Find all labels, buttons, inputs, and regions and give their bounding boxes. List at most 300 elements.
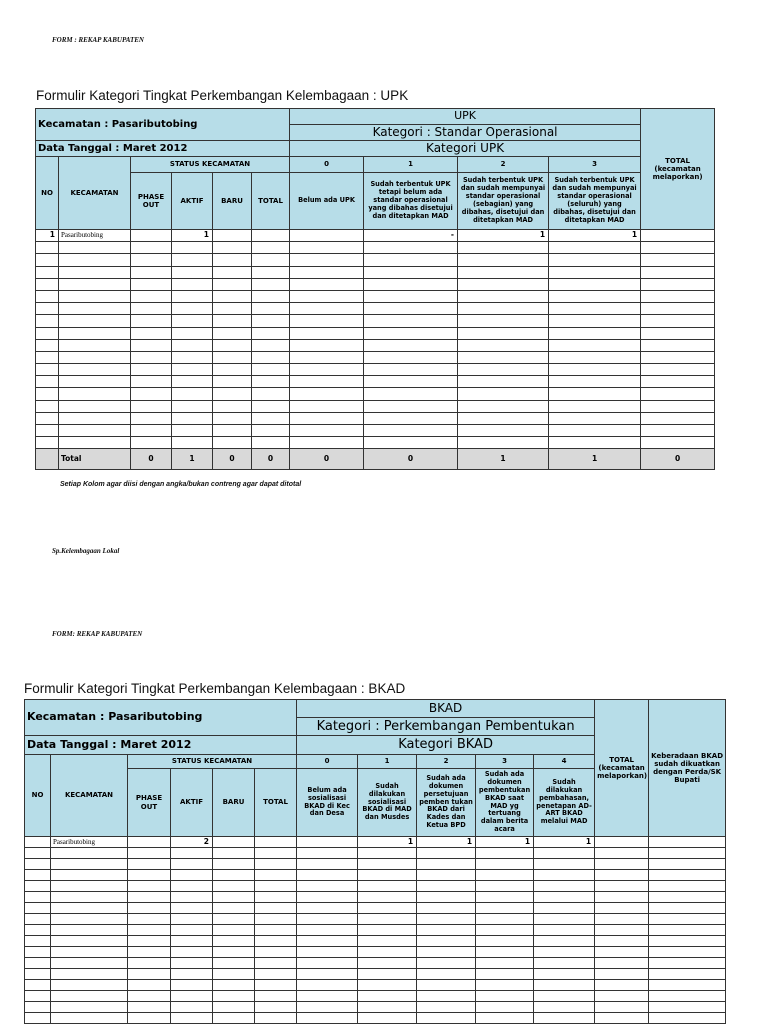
kecamatan-cell — [59, 242, 131, 254]
phase-out-cell — [128, 859, 171, 870]
kategori-4-cell — [534, 870, 595, 881]
kategori-2-cell: 1 — [458, 449, 549, 470]
kategori-1-cell — [364, 339, 458, 351]
total-cell — [252, 376, 290, 388]
kategori-4-number: 4 — [534, 755, 595, 769]
total-melaporkan-cell — [595, 1013, 649, 1024]
baru-cell — [213, 1013, 255, 1024]
phase-out-cell — [128, 837, 171, 848]
total-melaporkan-cell — [641, 364, 715, 376]
baru-cell — [213, 412, 252, 424]
kategori-3-cell — [476, 947, 534, 958]
kecamatan-cell — [51, 980, 128, 991]
kategori-1-cell — [364, 315, 458, 327]
aktif-cell — [172, 412, 213, 424]
kategori-2-description: Sudah ada dokumen persetujuan pemben tukan BKAD dari Kades dan Ketua BPD — [417, 769, 476, 837]
total-header: TOTAL — [255, 769, 297, 837]
total-cell — [255, 947, 297, 958]
kategori-3-cell — [476, 848, 534, 859]
kecamatan-cell — [51, 881, 128, 892]
total-melaporkan-header: TOTAL (kecamatan melaporkan) — [641, 109, 715, 230]
phase-out-cell: 0 — [131, 449, 172, 470]
kategori-0-cell — [297, 991, 358, 1002]
baru-cell — [213, 315, 252, 327]
total-cell — [252, 266, 290, 278]
total-cell — [252, 242, 290, 254]
kategori-1-cell — [364, 376, 458, 388]
keberadaan-cell — [649, 914, 726, 925]
aktif-cell — [172, 303, 213, 315]
kategori-0-cell — [290, 376, 364, 388]
total-cell — [252, 230, 290, 242]
kategori-2-cell — [417, 848, 476, 859]
total-melaporkan-cell — [595, 925, 649, 936]
aktif-cell — [171, 859, 213, 870]
kecamatan-cell — [59, 351, 131, 363]
kategori-3-cell — [549, 388, 641, 400]
kecamatan-cell — [51, 1013, 128, 1024]
kategori-1-cell — [364, 278, 458, 290]
kategori-1-cell — [364, 303, 458, 315]
kategori-1-cell — [364, 266, 458, 278]
total-cell — [255, 870, 297, 881]
kategori-3-cell — [476, 892, 534, 903]
phase-out-cell — [131, 351, 172, 363]
phase-out-cell — [128, 870, 171, 881]
kecamatan-header: KECAMATAN — [59, 157, 131, 230]
keberadaan-cell — [649, 980, 726, 991]
keberadaan-cell — [649, 848, 726, 859]
phase-out-cell — [131, 388, 172, 400]
kecamatan-cell — [51, 848, 128, 859]
kecamatan-cell — [59, 278, 131, 290]
kategori-1-cell — [358, 958, 417, 969]
kategori-0-cell — [297, 925, 358, 936]
phase-out-header: PHASE OUT — [131, 173, 172, 230]
kategori-2-cell — [458, 242, 549, 254]
baru-cell — [213, 242, 252, 254]
aktif-cell: 2 — [171, 837, 213, 848]
total-melaporkan-cell — [641, 412, 715, 424]
baru-cell — [213, 925, 255, 936]
status-kecamatan-header: STATUS KECAMATAN — [131, 157, 290, 173]
kategori-0-cell — [297, 969, 358, 980]
kategori-3-cell — [549, 290, 641, 302]
kategori-4-cell — [534, 947, 595, 958]
no-cell — [36, 388, 59, 400]
kategori-0-cell — [290, 400, 364, 412]
phase-out-cell — [128, 903, 171, 914]
footer-label: Sp.Kelembagaan Lokal — [52, 547, 120, 555]
total-melaporkan-cell — [595, 991, 649, 1002]
aktif-cell — [171, 969, 213, 980]
kategori-4-cell — [534, 1013, 595, 1024]
table-row — [25, 969, 726, 980]
keberadaan-header: Keberadaan BKAD sudah dikuatkan dengan Perda/SK Bupati — [649, 700, 726, 837]
no-cell — [25, 1013, 51, 1024]
aktif-cell — [172, 376, 213, 388]
total-cell — [255, 958, 297, 969]
total-cell — [255, 848, 297, 859]
aktif-cell — [171, 925, 213, 936]
kategori-1-description: Sudah terbentuk UPK tetapi belum ada standar operasional yang dibahas disetujui dan ditetapkan MAD — [364, 173, 458, 230]
baru-cell — [213, 914, 255, 925]
phase-out-cell — [131, 425, 172, 437]
table-row — [25, 1013, 726, 1024]
table-row — [36, 278, 715, 290]
phase-out-cell — [128, 892, 171, 903]
baru-cell — [213, 290, 252, 302]
kategori-0-cell — [290, 388, 364, 400]
kategori-2-cell — [417, 925, 476, 936]
kecamatan-cell — [51, 991, 128, 1002]
no-cell — [36, 400, 59, 412]
kecamatan-label: Kecamatan : Pasaributobing — [25, 700, 297, 736]
kategori-4-cell — [534, 980, 595, 991]
total-cell — [255, 837, 297, 848]
baru-cell — [213, 1002, 255, 1013]
kategori-3-cell — [549, 303, 641, 315]
total-melaporkan-cell — [641, 327, 715, 339]
phase-out-cell — [128, 980, 171, 991]
phase-out-cell — [128, 958, 171, 969]
total-melaporkan-cell — [641, 388, 715, 400]
total-melaporkan-cell — [641, 376, 715, 388]
kategori-2-cell — [417, 870, 476, 881]
total-cell — [252, 254, 290, 266]
total-header: TOTAL — [252, 173, 290, 230]
kecamatan-cell — [59, 290, 131, 302]
keberadaan-cell — [649, 870, 726, 881]
kategori-4-cell: 1 — [534, 837, 595, 848]
kategori-0-cell — [290, 327, 364, 339]
total-cell — [255, 859, 297, 870]
no-cell — [25, 925, 51, 936]
kecamatan-cell — [59, 437, 131, 449]
kecamatan-cell — [51, 1002, 128, 1013]
total-melaporkan-cell: 0 — [641, 449, 715, 470]
keberadaan-cell — [649, 991, 726, 1002]
kategori-1-cell — [358, 1002, 417, 1013]
aktif-cell — [172, 254, 213, 266]
total-cell — [255, 903, 297, 914]
total-cell — [252, 388, 290, 400]
total-melaporkan-cell — [641, 303, 715, 315]
baru-cell — [213, 892, 255, 903]
aktif-cell — [171, 914, 213, 925]
phase-out-cell — [131, 254, 172, 266]
kategori-3-cell — [476, 1002, 534, 1013]
kecamatan-cell — [51, 914, 128, 925]
phase-out-cell — [131, 230, 172, 242]
kecamatan-cell — [59, 266, 131, 278]
aktif-cell — [172, 364, 213, 376]
kategori-3-cell — [476, 980, 534, 991]
total-cell — [252, 437, 290, 449]
baru-cell — [213, 303, 252, 315]
kategori-0-cell — [297, 881, 358, 892]
total-melaporkan-cell — [641, 437, 715, 449]
kategori-0-cell — [297, 859, 358, 870]
kecamatan-cell — [59, 425, 131, 437]
baru-cell — [213, 437, 252, 449]
kategori-0-cell — [290, 412, 364, 424]
baru-cell — [213, 958, 255, 969]
kategori-3-cell — [476, 936, 534, 947]
table-row — [25, 837, 726, 848]
kategori-2-cell — [458, 315, 549, 327]
upk-table-body — [36, 230, 715, 470]
kategori-3-number: 3 — [549, 157, 641, 173]
kategori-1-cell — [364, 242, 458, 254]
phase-out-header: PHASE OUT — [128, 769, 171, 837]
kategori-2-cell — [458, 412, 549, 424]
kategori-0-number: 0 — [297, 755, 358, 769]
kategori-2-cell — [458, 388, 549, 400]
kategori-3-cell — [549, 412, 641, 424]
kategori-0-number: 0 — [290, 157, 364, 173]
table-row — [36, 315, 715, 327]
table-row — [25, 914, 726, 925]
total-cell — [252, 425, 290, 437]
kategori-2-cell — [458, 425, 549, 437]
no-cell — [36, 364, 59, 376]
kategori-0-cell — [297, 1013, 358, 1024]
phase-out-cell — [131, 315, 172, 327]
kategori-2-cell — [458, 327, 549, 339]
phase-out-cell — [128, 848, 171, 859]
total-melaporkan-cell — [641, 425, 715, 437]
kategori-0-cell — [297, 914, 358, 925]
phase-out-cell — [128, 925, 171, 936]
phase-out-cell — [131, 339, 172, 351]
kategori-4-cell — [534, 1002, 595, 1013]
kategori-0-cell — [297, 958, 358, 969]
aktif-cell — [172, 339, 213, 351]
kecamatan-cell — [51, 925, 128, 936]
kategori-0-cell — [290, 254, 364, 266]
table-row — [36, 339, 715, 351]
kategori-2-cell — [458, 278, 549, 290]
baru-cell — [213, 947, 255, 958]
kategori-1-cell — [358, 859, 417, 870]
kategori-3-cell — [549, 254, 641, 266]
kecamatan-cell — [59, 376, 131, 388]
table-row — [36, 364, 715, 376]
kategori-1-cell — [358, 925, 417, 936]
kategori-3-cell — [549, 364, 641, 376]
kategori-3-cell — [549, 278, 641, 290]
kategori-1-number: 1 — [358, 755, 417, 769]
keberadaan-cell — [649, 936, 726, 947]
baru-cell — [213, 991, 255, 1002]
total-cell — [255, 1013, 297, 1024]
baru-cell: 0 — [213, 449, 252, 470]
kategori-4-cell — [534, 936, 595, 947]
no-cell — [25, 914, 51, 925]
kategori-0-cell — [290, 351, 364, 363]
phase-out-cell — [131, 303, 172, 315]
baru-cell — [213, 903, 255, 914]
total-melaporkan-cell — [641, 315, 715, 327]
kategori-2-description: Sudah terbentuk UPK dan sudah mempunyai standar operasional (sebagian) yang dibahas, disetujui dan ditetapkan MAD — [458, 173, 549, 230]
table-row — [25, 936, 726, 947]
kecamatan-cell — [51, 859, 128, 870]
baru-cell — [213, 388, 252, 400]
kecamatan-cell: Pasaributobing — [59, 230, 131, 242]
phase-out-cell — [131, 266, 172, 278]
total-cell — [252, 315, 290, 327]
no-cell — [25, 837, 51, 848]
kategori-3-cell — [476, 859, 534, 870]
kategori-4-cell — [534, 958, 595, 969]
aktif-cell — [171, 958, 213, 969]
aktif-cell — [172, 278, 213, 290]
phase-out-cell — [128, 936, 171, 947]
total-cell — [252, 278, 290, 290]
baru-cell — [213, 936, 255, 947]
kecamatan-cell — [59, 315, 131, 327]
kategori-1-cell: 0 — [364, 449, 458, 470]
table-row — [36, 266, 715, 278]
no-cell — [36, 254, 59, 266]
phase-out-cell — [128, 1002, 171, 1013]
no-cell — [36, 266, 59, 278]
kategori-0-description: Belum ada sosialisasi BKAD di Kec dan Desa — [297, 769, 358, 837]
aktif-cell — [172, 266, 213, 278]
aktif-cell — [171, 870, 213, 881]
kecamatan-cell — [51, 969, 128, 980]
kategori-4-cell — [534, 881, 595, 892]
table-row — [25, 958, 726, 969]
table-row — [25, 991, 726, 1002]
kategori-1-cell — [364, 364, 458, 376]
kategori-2-cell — [458, 254, 549, 266]
upk-table — [35, 108, 715, 470]
total-cell — [255, 969, 297, 980]
total-melaporkan-cell — [641, 254, 715, 266]
table-row — [25, 947, 726, 958]
no-cell — [36, 290, 59, 302]
no-cell — [25, 1002, 51, 1013]
total-melaporkan-cell — [595, 969, 649, 980]
kategori-2-cell — [417, 1002, 476, 1013]
kategori-2-cell — [417, 969, 476, 980]
table-row — [36, 230, 715, 242]
phase-out-cell — [131, 412, 172, 424]
kecamatan-cell — [51, 958, 128, 969]
kecamatan-cell — [59, 400, 131, 412]
total-cell — [255, 980, 297, 991]
total-cell — [252, 339, 290, 351]
kecamatan-cell — [59, 327, 131, 339]
kecamatan-cell — [51, 870, 128, 881]
no-cell — [25, 881, 51, 892]
kategori-2-cell — [417, 947, 476, 958]
kategori-1-cell: 1 — [358, 837, 417, 848]
total-melaporkan-cell — [595, 848, 649, 859]
kategori-2-cell — [458, 400, 549, 412]
kecamatan-header: KECAMATAN — [51, 755, 128, 837]
aktif-header: AKTIF — [171, 769, 213, 837]
no-cell: 1 — [36, 230, 59, 242]
kategori-1-cell — [358, 892, 417, 903]
kategori-sub-header: Kategori UPK — [290, 141, 641, 157]
phase-out-cell — [128, 881, 171, 892]
aktif-cell — [172, 327, 213, 339]
kategori-1-cell — [358, 947, 417, 958]
total-melaporkan-cell — [595, 870, 649, 881]
phase-out-cell — [131, 278, 172, 290]
no-cell — [25, 892, 51, 903]
kategori-3-cell — [476, 1013, 534, 1024]
no-cell — [25, 991, 51, 1002]
table-row — [36, 400, 715, 412]
baru-cell — [213, 364, 252, 376]
kategori-1-cell — [358, 848, 417, 859]
kategori-1-cell — [358, 991, 417, 1002]
kategori-1-cell — [364, 437, 458, 449]
aktif-cell — [172, 425, 213, 437]
table-row — [36, 437, 715, 449]
table-row — [36, 242, 715, 254]
aktif-cell — [171, 848, 213, 859]
kategori-1-cell — [358, 969, 417, 980]
aktif-cell — [171, 1002, 213, 1013]
kategori-3-cell — [549, 437, 641, 449]
kategori-3-cell — [476, 925, 534, 936]
aktif-header: AKTIF — [172, 173, 213, 230]
total-melaporkan-cell — [641, 339, 715, 351]
table-row — [36, 327, 715, 339]
kategori-1-cell — [358, 936, 417, 947]
table-row — [36, 412, 715, 424]
kategori-4-cell — [534, 969, 595, 980]
no-cell — [36, 437, 59, 449]
table-row — [25, 892, 726, 903]
kategori-1-cell — [364, 290, 458, 302]
kategori-3-cell — [549, 351, 641, 363]
total-cell — [255, 991, 297, 1002]
aktif-cell — [171, 903, 213, 914]
phase-out-cell — [128, 969, 171, 980]
total-melaporkan-cell — [595, 980, 649, 991]
kategori-2-cell: 1 — [417, 837, 476, 848]
aktif-cell — [172, 315, 213, 327]
kategori-1-description: Sudah dilakukan sosialisasi BKAD di MAD dan Musdes — [358, 769, 417, 837]
total-melaporkan-cell — [641, 278, 715, 290]
table-row — [25, 859, 726, 870]
data-tanggal-label: Data Tanggal : Maret 2012 — [25, 736, 297, 755]
aktif-cell: 1 — [172, 230, 213, 242]
kategori-0-cell — [290, 303, 364, 315]
no-cell — [36, 449, 59, 470]
no-cell — [36, 351, 59, 363]
kecamatan-cell — [59, 412, 131, 424]
table-row — [36, 290, 715, 302]
phase-out-cell — [131, 364, 172, 376]
kategori-3-cell — [549, 266, 641, 278]
no-cell — [36, 327, 59, 339]
kategori-1-cell — [358, 980, 417, 991]
kategori-0-description: Belum ada UPK — [290, 173, 364, 230]
total-cell — [252, 400, 290, 412]
kecamatan-cell — [59, 254, 131, 266]
total-melaporkan-cell — [595, 903, 649, 914]
kategori-header: Kategori : Perkembangan Pembentukan — [297, 718, 595, 736]
bkad-table — [24, 699, 726, 1024]
baru-cell — [213, 351, 252, 363]
